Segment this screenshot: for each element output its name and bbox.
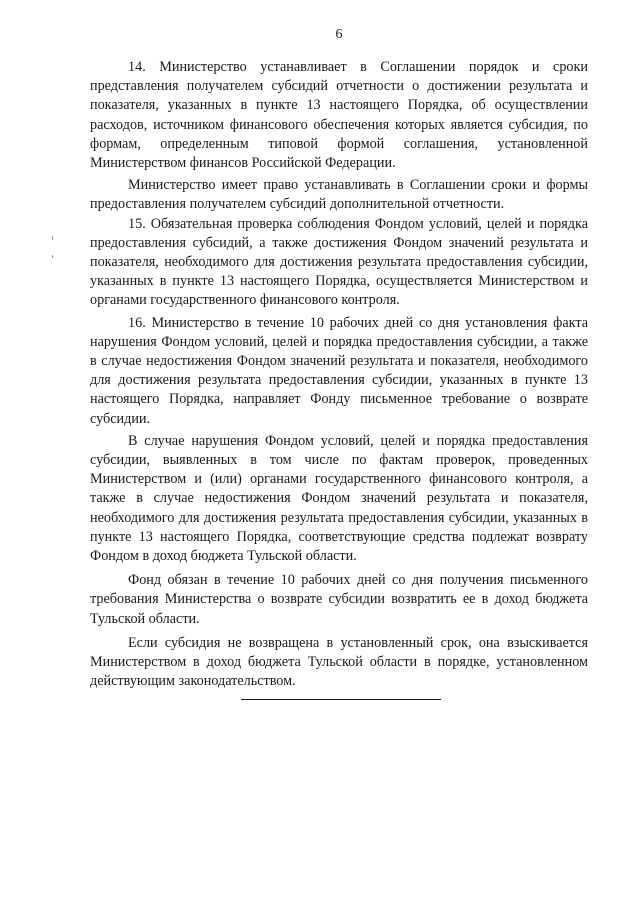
paragraph-item-16: 16. Министерство в течение 10 рабочих дней со дня установления факта нарушения Фондом условий, целей и порядка предоставления субсидии, а также в случае недостижения Фондом значений результата и показателя, необходимого для достижения результата предоставления субсидии, указанных в пункте 13 настоящего Порядка, направляет Фонду письменное требование о возврате субсидии. bbox=[90, 314, 588, 427]
paragraph-item-16-recovery: Если субсидия не возвращена в установленный срок, она взыскивается Министерством в доход бюджета Тульской области в порядке, установленном действующим законодательством. bbox=[90, 634, 588, 690]
end-separator-line bbox=[241, 699, 441, 700]
paragraph-item-16-violation: В случае нарушения Фондом условий, целей и порядка предоставления субсидии, выявленных в том числе по фактам проверок, проведенных Министерством и (или) органами государственного финансового контроля, а также в случае недостижения Фондом значений результата и показателя, необходимого для достижения результата предоставления субсидии, указанных в пункте 13 настоящего Порядка, соответствующие средства подлежат возврату Фондом в доход бюджета Тульской области. bbox=[90, 432, 588, 565]
scan-margin-mark bbox=[52, 255, 53, 258]
page-number: 6 bbox=[335, 27, 343, 42]
paragraph-item-15: 15. Обязательная проверка соблюдения Фондом условий, целей и порядка предоставления субсидий, а также достижения Фондом значений результата и показателя, необходимого для достижения результата предоставления субсидии, указанных в пункте 13 настоящего Порядка, осуществляется Министерством и органами государственного финансового контроля. bbox=[90, 215, 588, 309]
paragraph-item-14: 14. Министерство устанавливает в Соглашении порядок и сроки представления получателем субсидий отчетности о достижении результата и показателя, указанных в пункте 13 настоящего Порядка, об осуществлении расходов, источником финансового обеспечения которых является субсидия, по формам, определенным типовой формой соглашения, установленной Министерством финансов Российской Федерации. bbox=[90, 59, 588, 172]
paragraph-item-14-additional: Министерство имеет право устанавливать в Соглашении сроки и формы предоставления получателем субсидий дополнительной отчетности. bbox=[90, 177, 588, 213]
paragraph-item-16-refund-obligation: Фонд обязан в течение 10 рабочих дней со дня получения письменного требования Министерства о возврате субсидии возвратить ее в доход бюджета Тульской области. bbox=[90, 572, 588, 627]
scan-margin-mark bbox=[52, 236, 53, 240]
document-body bbox=[90, 58, 588, 692]
